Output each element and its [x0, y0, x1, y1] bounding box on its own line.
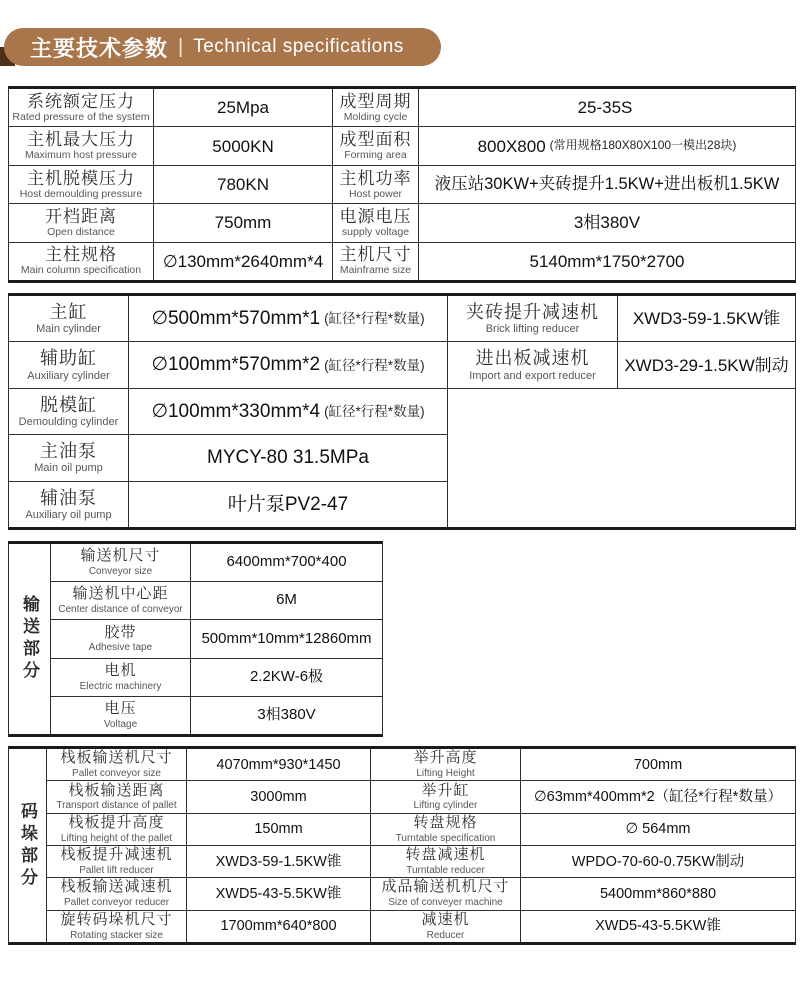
table-row [47, 814, 795, 846]
table-row [51, 697, 382, 734]
value-text: ∅ 564mm [625, 821, 691, 838]
value-text: XWD3-29-1.5KW制动 [624, 355, 789, 375]
spec-value [129, 482, 447, 527]
label-cn: 脱模缸 [40, 394, 97, 415]
spec-value [187, 911, 371, 942]
spec-label [333, 243, 419, 280]
spec-value [187, 846, 371, 877]
label-cn: 主油泵 [40, 441, 97, 462]
section-label-text: 码垛部分 [18, 801, 37, 890]
table-row [9, 482, 447, 527]
label-cn: 转盘减速机 [405, 846, 486, 864]
table-row [9, 342, 447, 388]
value-text: MYCY-80 31.5MPa [207, 447, 369, 469]
spec-value [129, 296, 447, 341]
label-en: Turntable specification [395, 832, 496, 844]
spec-value [154, 89, 333, 126]
label-cn: 电机 [104, 661, 137, 679]
value-note: (缸径*行程*数量) [324, 311, 425, 327]
label-en: Conveyor size [88, 565, 153, 577]
spec-value [521, 749, 795, 780]
label-en: Auxiliary cylinder [27, 369, 110, 382]
label-en: supply voltage [341, 226, 410, 239]
section-label-stacking [9, 749, 47, 942]
label-en: Maximum host pressure [24, 149, 138, 162]
label-en: Open distance [47, 226, 115, 239]
label-cn: 胶带 [104, 623, 137, 641]
spec-value [191, 582, 382, 619]
spec-value [191, 659, 382, 696]
label-cn: 成型面积 [339, 130, 412, 150]
spec-value [154, 166, 333, 203]
value-text: 叶片泵PV2-47 [227, 493, 349, 515]
spec-value [419, 89, 795, 126]
value-text: 500mm*10mm*12860mm [201, 629, 372, 647]
spec-value [187, 781, 371, 812]
spec-value [521, 846, 795, 877]
table-row [448, 296, 795, 342]
spec-label [371, 814, 521, 845]
value-text: 5000KN [212, 136, 274, 156]
label-cn: 系统额定压力 [27, 91, 135, 111]
table-row [448, 342, 795, 388]
spec-label [333, 166, 419, 203]
spec-label [51, 697, 191, 734]
label-cn: 主机脱模压力 [27, 168, 135, 188]
label-en: Reducer [426, 929, 465, 941]
cylinder-pump-left-section [9, 296, 448, 527]
label-en: Brick lifting reducer [485, 323, 580, 336]
spec-label [371, 878, 521, 909]
spec-label [371, 781, 521, 812]
spec-value [618, 342, 795, 387]
spec-value [187, 749, 371, 780]
value-text: ∅500mm*570mm*1 [151, 308, 321, 330]
label-en: Molding cycle [343, 110, 408, 123]
spec-value [521, 878, 795, 909]
spec-value [129, 435, 447, 480]
spec-label [47, 814, 187, 845]
title-separator: | [178, 35, 184, 58]
spec-value [154, 127, 333, 164]
value-text: 25Mpa [217, 98, 269, 118]
value-text: XWD3-59-1.5KW锥 [632, 309, 781, 329]
label-en: Pallet conveyor size [72, 767, 161, 779]
table-row [47, 749, 795, 781]
spec-label [9, 166, 154, 203]
label-cn: 开档距离 [45, 207, 117, 227]
label-cn: 输送机中心距 [72, 585, 169, 603]
stacking-section-table [8, 746, 796, 945]
spec-label [51, 659, 191, 696]
label-en: Rotating stacker size [70, 929, 163, 941]
label-cn: 主机尺寸 [339, 245, 412, 265]
spec-label [47, 911, 187, 942]
spec-label [448, 342, 618, 387]
cylinder-pump-table [8, 293, 796, 530]
spec-value [419, 127, 795, 164]
spec-label [333, 204, 419, 241]
value-text: 800X800 [477, 136, 546, 156]
value-text: 2.2KW-6极 [249, 667, 324, 685]
main-specs-table [8, 86, 796, 283]
value-note: (常用规格180X80X100一模出28块) [549, 138, 737, 153]
value-text: 780KN [217, 175, 269, 194]
spec-label [47, 846, 187, 877]
spec-label [333, 127, 419, 164]
label-cn: 举升缸 [421, 781, 470, 799]
label-en: Main oil pump [34, 462, 103, 475]
conveyor-section-table [8, 541, 383, 737]
label-en: Lifting cylinder [413, 800, 478, 812]
spec-value [154, 204, 333, 241]
spec-label [51, 620, 191, 657]
spec-value [191, 697, 382, 734]
label-cn: 电压 [104, 699, 137, 717]
value-text: 1700mm*640*800 [220, 918, 337, 935]
label-en: Adhesive tape [88, 642, 153, 654]
empty-cell [448, 389, 795, 527]
value-text: ∅100mm*330mm*4 [151, 400, 321, 422]
label-cn: 主机最大压力 [27, 130, 135, 150]
stacking-rows [47, 749, 795, 942]
table-row [47, 911, 795, 942]
spec-value [187, 814, 371, 845]
section-label-text: 输送部分 [20, 595, 39, 683]
label-en: Transport distance of pallet [56, 800, 177, 812]
table-row [9, 389, 447, 435]
label-cn: 栈板输送减速机 [60, 878, 173, 896]
label-cn: 举升高度 [413, 749, 478, 767]
table-row [9, 127, 795, 165]
value-text: ∅100mm*570mm*2 [151, 354, 321, 376]
label-cn: 转盘规格 [413, 813, 478, 831]
label-cn: 栈板提升高度 [68, 813, 165, 831]
label-cn: 栈板输送距离 [68, 781, 165, 799]
label-en: Lifting Height [416, 767, 475, 779]
value-text: 3相380V [257, 706, 316, 724]
label-cn: 主机功率 [339, 168, 412, 188]
value-text: ∅130mm*2640mm*4 [162, 251, 324, 271]
value-text: 3000mm [250, 788, 307, 805]
label-cn: 夹砖提升减速机 [466, 301, 599, 322]
label-cn: 成品输送机机尺寸 [381, 878, 510, 896]
table-row [9, 296, 447, 342]
spec-label [47, 749, 187, 780]
value-text: 700mm [633, 756, 683, 773]
label-en: Forming area [344, 149, 407, 162]
spec-value [154, 243, 333, 280]
label-en: Main column specification [20, 264, 142, 277]
table-row [9, 166, 795, 204]
value-text: 6400mm*700*400 [226, 553, 347, 571]
table-row [47, 781, 795, 813]
label-cn: 辅油泵 [40, 487, 97, 508]
label-en: Lifting height of the pallet [60, 832, 173, 844]
spec-value [521, 911, 795, 942]
table-row [9, 204, 795, 242]
label-en: Auxiliary oil pump [25, 508, 112, 521]
section-label-conveyor [9, 544, 51, 734]
spec-header-badge [4, 28, 441, 66]
conveyor-rows [51, 544, 382, 734]
label-en: Voltage [103, 718, 138, 730]
page-title-cn: 主要技术参数 [30, 35, 169, 61]
value-text: ∅63mm*400mm*2（缸径*行程*数量） [534, 788, 782, 805]
spec-label [9, 482, 129, 527]
spec-label [51, 582, 191, 619]
label-en: Pallet lift reducer [79, 864, 154, 876]
value-text: 150mm [254, 821, 303, 838]
label-cn: 减速机 [421, 910, 470, 928]
table-row [51, 582, 382, 620]
value-text: XWD5-43-5.5KW锥 [595, 918, 721, 935]
spec-label [371, 911, 521, 942]
label-cn: 输送机尺寸 [80, 547, 161, 565]
label-cn: 栈板提升减速机 [60, 846, 173, 864]
spec-label [371, 749, 521, 780]
value-text: XWD5-43-5.5KW锥 [215, 885, 342, 902]
label-en: Turntable reducer [406, 864, 485, 876]
table-row [9, 89, 795, 127]
label-en: Host power [348, 187, 403, 200]
spec-label [371, 846, 521, 877]
label-en: Host demoulding pressure [19, 187, 143, 200]
label-en: Demoulding cylinder [18, 415, 119, 428]
value-text: 25-35S [577, 98, 633, 118]
spec-label [51, 544, 191, 581]
spec-label [9, 243, 154, 280]
label-cn: 成型周期 [339, 91, 412, 111]
page-title-en: Technical specifications [193, 36, 404, 57]
label-en: Pallet conveyor reducer [63, 897, 170, 909]
label-en: Center distance of conveyor [58, 604, 183, 616]
table-row [51, 544, 382, 582]
spec-value [521, 781, 795, 812]
spec-label [9, 435, 129, 480]
label-en: Electric machinery [79, 680, 162, 692]
spec-value [191, 620, 382, 657]
table-row [9, 435, 447, 481]
value-text: WPDO-70-60-0.75KW制动 [571, 853, 745, 870]
value-text: 6M [276, 591, 297, 609]
value-text: 3相380V [573, 213, 641, 233]
value-text: 5400mm*860*880 [599, 885, 717, 902]
table-row [47, 846, 795, 878]
spec-label [333, 89, 419, 126]
value-text: 液压站30KW+夹砖提升1.5KW+进出板机1.5KW [434, 175, 780, 194]
label-en: Mainframe size [339, 264, 412, 277]
label-en: Import and export reducer [469, 369, 596, 382]
spec-value [521, 814, 795, 845]
label-en: Rated pressure of the system [12, 110, 150, 123]
spec-label [9, 89, 154, 126]
label-cn: 旋转码垛机尺寸 [60, 910, 173, 928]
spec-value [191, 544, 382, 581]
value-text: XWD3-59-1.5KW锥 [215, 853, 342, 870]
spec-value [129, 342, 447, 387]
spec-value [419, 204, 795, 241]
spec-label [9, 342, 129, 387]
table-row [9, 243, 795, 280]
value-note: (缸径*行程*数量) [324, 357, 425, 373]
spec-value [187, 878, 371, 909]
spec-label [9, 296, 129, 341]
value-text: 4070mm*930*1450 [216, 756, 341, 773]
spec-label [448, 296, 618, 341]
spec-label [9, 204, 154, 241]
label-en: Main cylinder [36, 323, 101, 336]
spec-value [419, 243, 795, 280]
reducer-right-section [448, 296, 795, 527]
table-row [47, 878, 795, 910]
label-en: Size of conveyer machine [388, 897, 503, 909]
label-cn: 主缸 [49, 301, 88, 322]
spec-label [9, 127, 154, 164]
label-cn: 进出板减速机 [475, 348, 590, 369]
label-cn: 主柱规格 [45, 245, 117, 265]
spec-value [419, 166, 795, 203]
spec-label [9, 389, 129, 434]
spec-label [47, 878, 187, 909]
spec-value [129, 389, 447, 434]
value-text: 750mm [214, 213, 272, 233]
table-row [51, 659, 382, 697]
label-cn: 电源电压 [339, 207, 412, 227]
label-cn: 栈板输送机尺寸 [60, 749, 173, 767]
table-row [51, 620, 382, 658]
label-cn: 辅助缸 [40, 348, 97, 369]
spec-label [47, 781, 187, 812]
spec-value [618, 296, 795, 341]
value-text: 5140mm*1750*2700 [529, 251, 685, 271]
value-note: (缸径*行程*数量) [324, 403, 425, 419]
